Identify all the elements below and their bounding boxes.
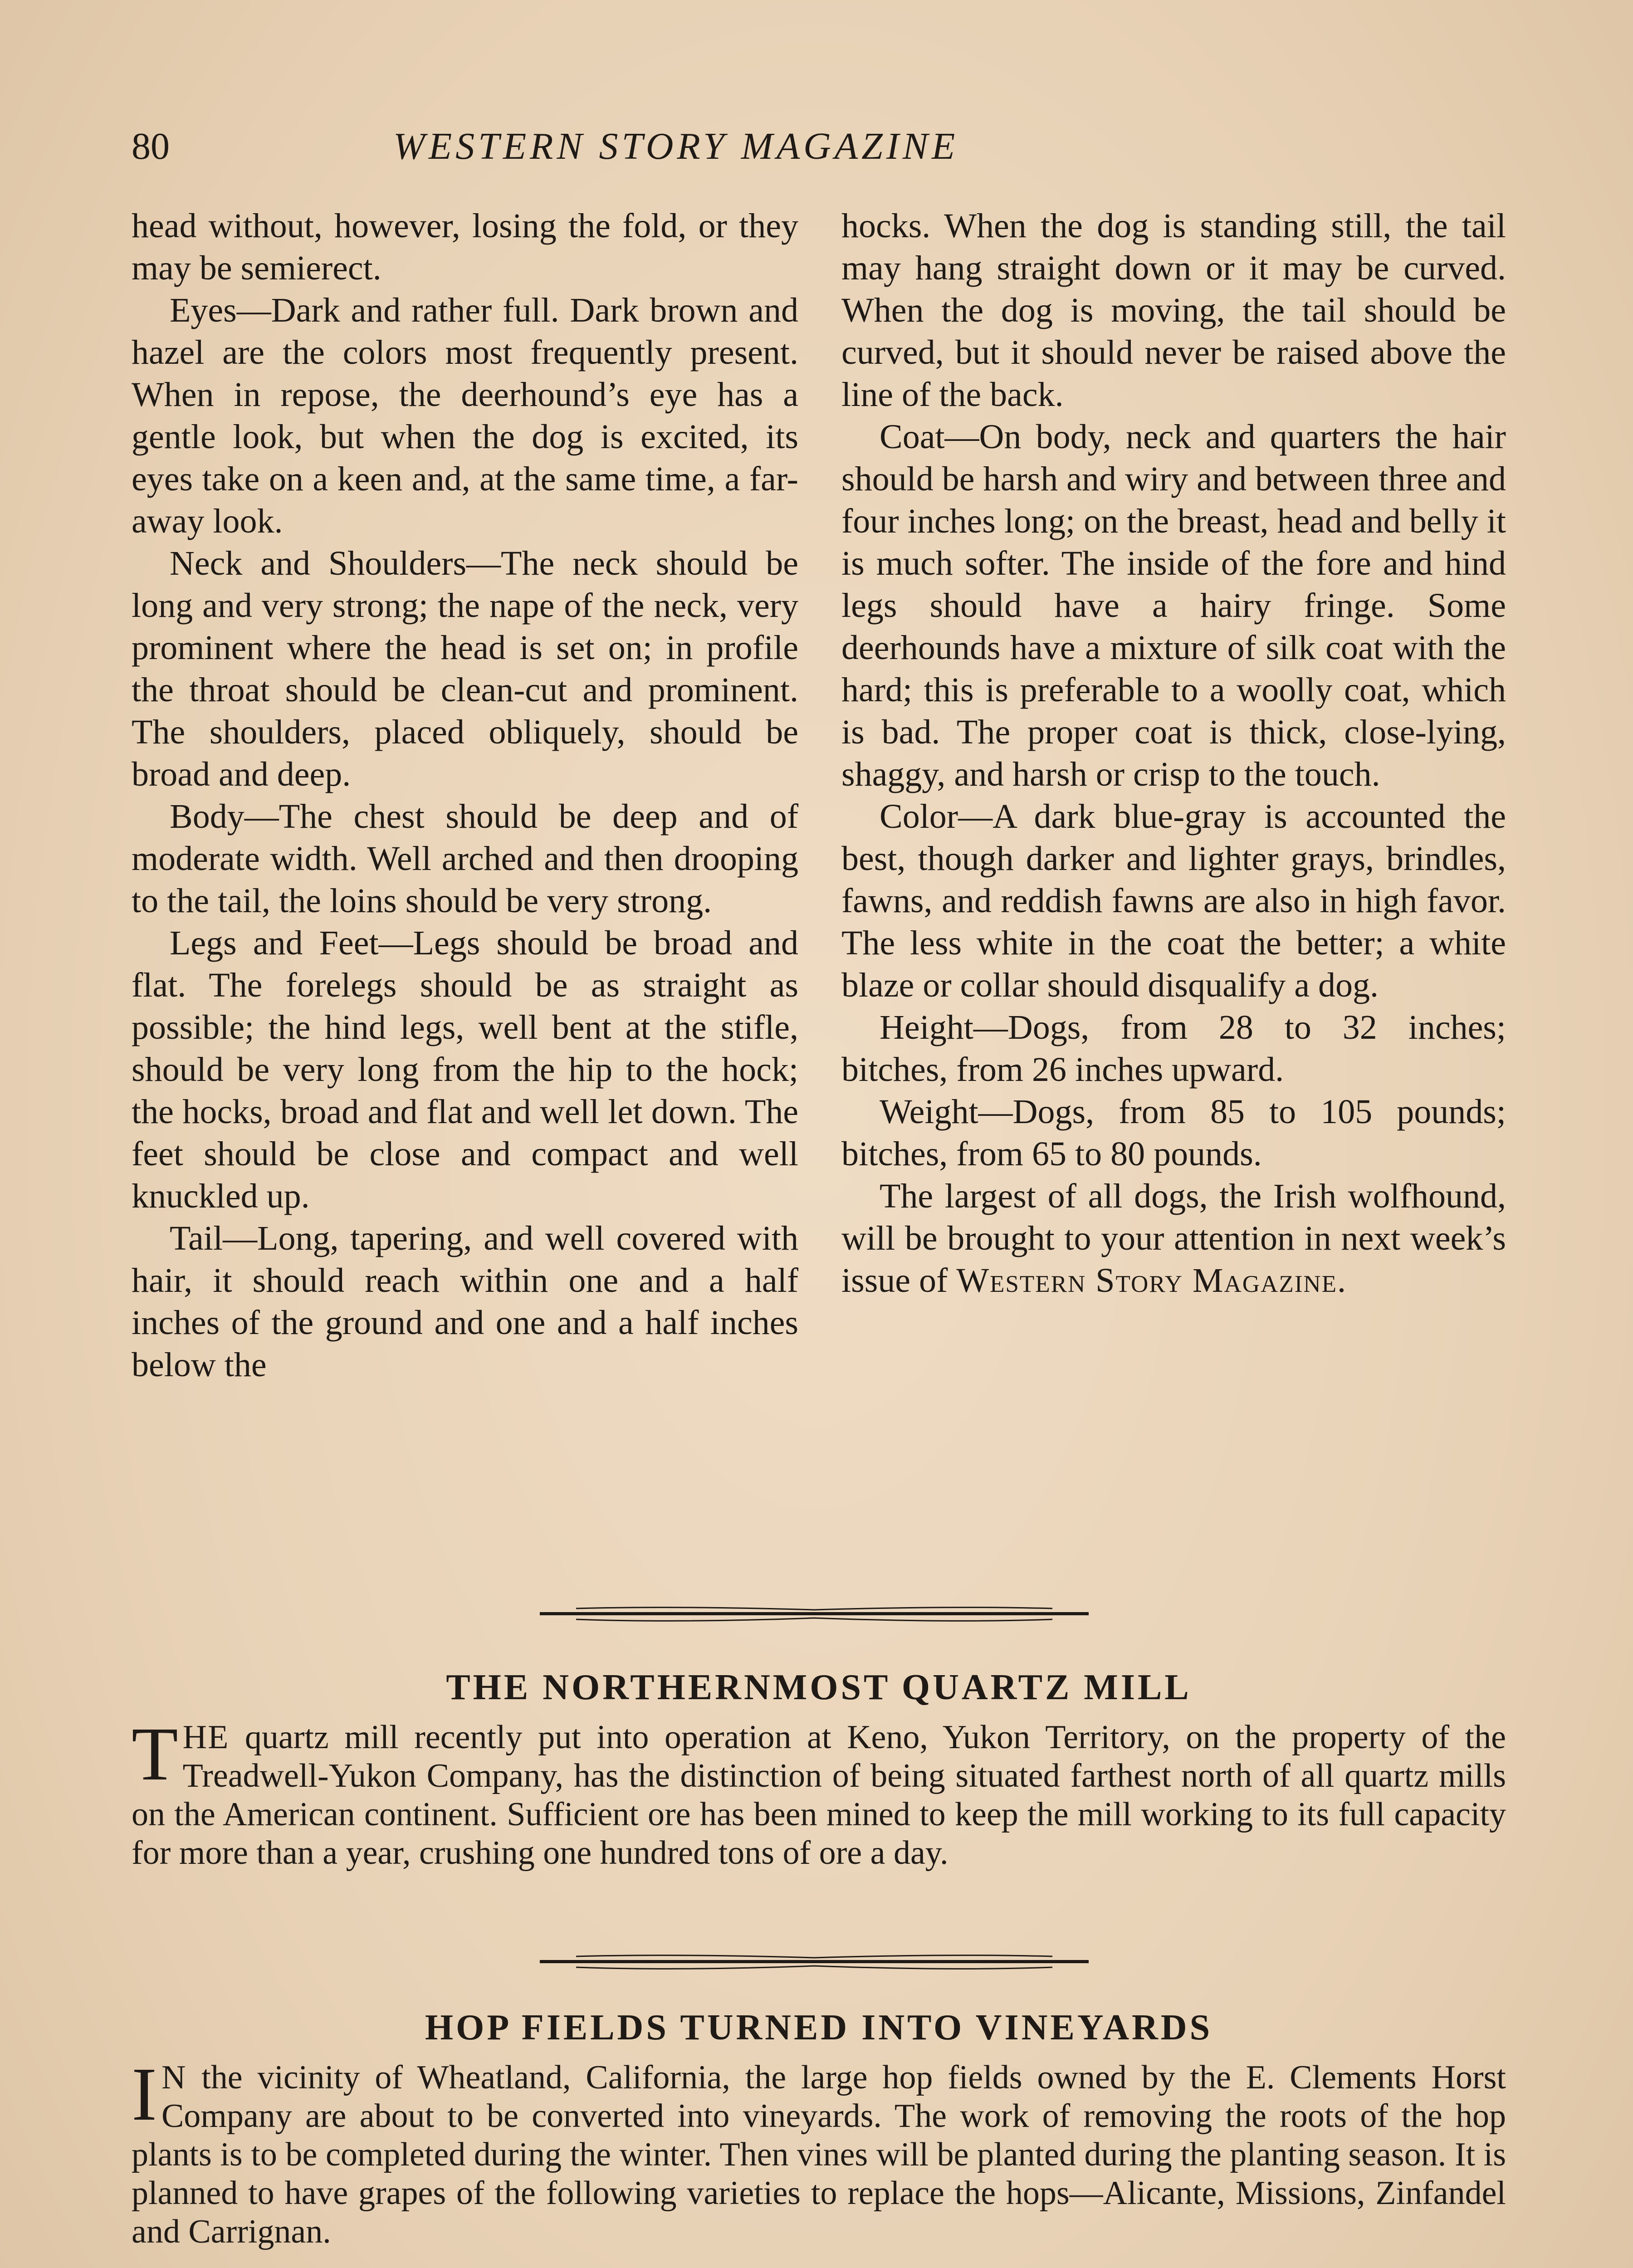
paragraph: Neck and Shoulders—The neck should be long and very strong; the nape of the neck, very prominent where the head is set on; in profile the throat should be clean-cut and prominent. The shoulders, placed obliquely, should be broad and deep. — [132, 544, 798, 793]
article-body — [132, 2052, 1506, 2251]
ornamental-divider — [540, 1954, 1089, 1972]
closing-end: . — [1337, 1261, 1346, 1300]
article-title: THE NORTHERNMOST QUARTZ MILL — [446, 1667, 1192, 1707]
paragraph: Height—Dogs, from 28 to 32 inches; bitches, from 26 inches upward. — [841, 1008, 1506, 1089]
paragraph: Legs and Feet—Legs should be broad and flat. The forelegs should be as straight as possible; the hind legs, well bent at the stifle, should be very long from the hip to the hock; the hocks, broad and flat and well let down. The feet should be close and compact and well knuckled up. — [132, 924, 798, 1215]
drop-cap: T — [132, 1712, 178, 1796]
paragraph: Tail—Long, tapering, and well covered with hair, it should reach within one and a half inches of the ground and one and a half inches below the — [132, 1219, 798, 1384]
paragraph: Color—A dark blue-gray is accounted the best, though darker and lighter grays, brindles, fawns, and reddish fawns are also in high favor. The less white in the coat the better; a white blaze or collar should disqualify a dog. — [841, 797, 1506, 1004]
paragraph: Eyes—Dark and rather full. Dark brown and hazel are the colors most frequently present. When in repose, the deerhound’s eye has a gentle look, but when the dog is excited, its eyes take on a keen and, at the same time, a far-away look. — [132, 291, 798, 540]
article-text: quartz mill recently put into operation at Keno, Yukon Territory, on the property of the Treadwell-Yukon Company, has the distinction of being situated farthest north of all quartz mills on the American continent. Sufficient ore has been mined to keep the mill working to its full capacity for more than a year, crushing one hundred tons of ore a day. — [132, 1719, 1506, 1872]
paragraph: Weight—Dogs, from 85 to 105 pounds; bitches, from 65 to 80 pounds. — [841, 1093, 1506, 1173]
divider-rule-icon — [540, 1954, 1089, 1972]
page-number: 80 — [132, 125, 170, 167]
article-columns — [132, 205, 1506, 1561]
lead-in: N — [161, 2059, 187, 2096]
article-text: the vicinity of Wheatland, California, the large hop fields owned by the E. Clements Horst Company are about to be converted into vineyards. The work of removing the roots of the hop plants is to be completed during the winter. Then vines will be planted during the planting season. It is planned to have grapes of the following varieties to replace the hops—Alicante, Missions, Zinfandel and Carrignan. — [132, 2059, 1506, 2250]
paragraph: hocks. When the dog is standing still, the tail may hang straight down or it may be curved. When the dog is moving, the tail should be curved, but it should never be raised above the line of the back. — [841, 207, 1506, 414]
page-header — [132, 122, 1139, 171]
magazine-name: Western Story Magazine — [956, 1261, 1338, 1300]
paragraph: head without, however, losing the fold, or they may be semierect. — [132, 207, 798, 287]
article-title: HOP FIELDS TURNED INTO VINEYARDS — [425, 2008, 1213, 2048]
article-body — [132, 1712, 1506, 1872]
left-column — [132, 205, 798, 1386]
paragraph: Body—The chest should be deep and of moderate width. Well arched and then drooping to the tail, the loins should be very strong. — [132, 797, 798, 920]
article-quartz-mill — [132, 1665, 1506, 1872]
divider-rule-icon — [540, 1606, 1089, 1624]
running-title: WESTERN STORY MAGAZINE — [393, 125, 959, 167]
drop-cap: I — [132, 2052, 157, 2136]
right-column — [841, 205, 1506, 1302]
closing-paragraph — [841, 1175, 1506, 1302]
ornamental-divider — [540, 1606, 1089, 1624]
article-hop-fields — [132, 2005, 1506, 2251]
lead-in: HE — [182, 1719, 230, 1756]
closing-text: The largest of all dogs, the Irish wolfhound, will be brought to your attention in next week’s issue of — [841, 1177, 1506, 1300]
paragraph: Coat—On body, neck and quarters the hair should be harsh and wiry and between three and four inches long; on the breast, head and belly it is much softer. The inside of the fore and hind legs should have a hairy fringe. Some deerhounds have a mixture of silk coat with the hard; this is preferable to a woolly coat, which is bad. The proper coat is thick, close-lying, shaggy, and harsh or crisp to the touch. — [841, 418, 1506, 793]
